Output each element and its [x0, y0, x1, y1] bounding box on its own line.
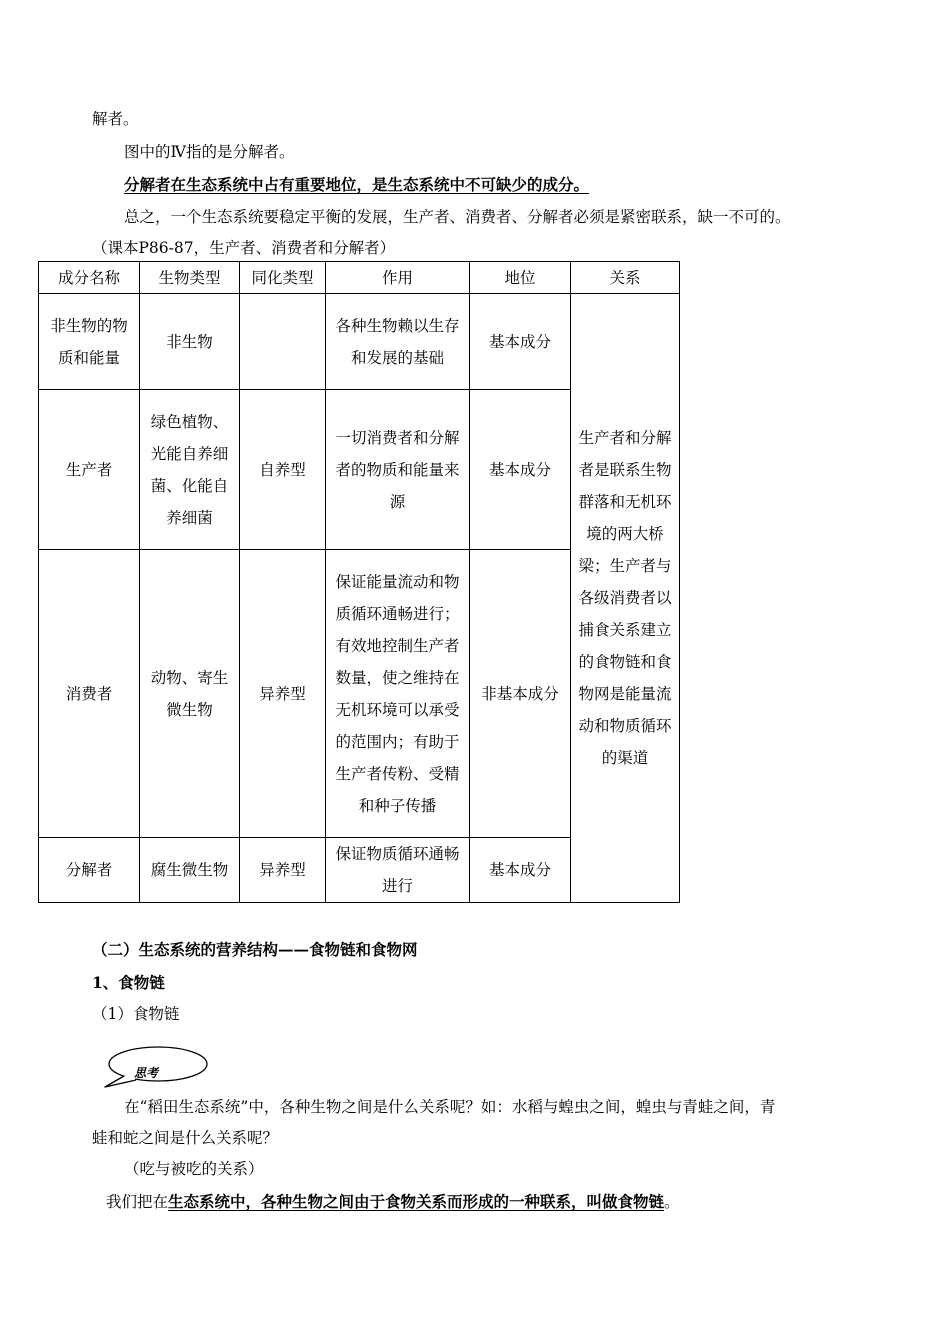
subsection-heading: 1、食物链 [92, 973, 165, 992]
cell-name: 消费者 [39, 550, 140, 838]
cell-role: 保证物质循环通畅进行 [326, 838, 470, 903]
question-line-1: 在“稻田生态系统”中，各种生物之间是什么关系呢？如：水稻与蝗虫之间，蝗虫与青蛙之间，青 [124, 1098, 776, 1116]
key-statement-decomposer: 分解者在生态系统中占有重要地位，是生态系统中不可缺少的成分。 [124, 175, 590, 194]
ecosystem-components-table [38, 261, 680, 903]
cell-type: 动物、寄生微生物 [140, 550, 240, 838]
cell-type: 腐生微生物 [140, 838, 240, 903]
think-callout [102, 1045, 210, 1097]
cell-status: 非基本成分 [470, 550, 571, 838]
paragraph-summary: 总之，一个生态系统要稳定平衡的发展，生产者、消费者、分解者必须是紧密联系，缺一不可的。 [124, 208, 791, 226]
cell-status: 基本成分 [470, 838, 571, 903]
cell-type: 非生物 [140, 294, 240, 390]
paragraph-fig-iv: 图中的Ⅳ指的是分解者。 [124, 143, 295, 161]
cell-role: 保证能量流动和物质循环通畅进行；有效地控制生产者数量，使之维持在无机环境可以承受的范围内；有助于生产者传粉、受精和种子传播 [326, 550, 470, 838]
header-component-name: 成分名称 [39, 262, 140, 294]
definition-prefix: 我们把在 [106, 1193, 169, 1211]
cell-assim [240, 294, 326, 390]
table-row [39, 294, 680, 390]
cell-name: 非生物的物质和能量 [39, 294, 140, 390]
textbook-reference: （课本P86-87，生产者、消费者和分解者） [92, 239, 396, 257]
cell-status: 基本成分 [470, 294, 571, 390]
definition-line [106, 1192, 680, 1212]
cell-role: 一切消费者和分解者的物质和能量来源 [326, 390, 470, 550]
cell-relation: 生产者和分解者是联系生物群落和无机环境的两大桥梁；生产者与各级消费者以捕食关系建立的食物链和食物网是能量流动和物质循环的渠道 [571, 294, 680, 903]
cell-role: 各种生物赖以生存和发展的基础 [326, 294, 470, 390]
cell-assim: 异养型 [240, 838, 326, 903]
header-organism-type: 生物类型 [140, 262, 240, 294]
header-status: 地位 [470, 262, 571, 294]
header-role: 作用 [326, 262, 470, 294]
question-line-2: 蛙和蛇之间是什么关系呢？ [92, 1129, 279, 1147]
cell-status: 基本成分 [470, 390, 571, 550]
food-chain-definition: 生态系统中，各种生物之间由于食物关系而形成的一种联系，叫做食物链 [168, 1192, 665, 1211]
subsubsection-heading: （1）食物链 [92, 1005, 180, 1023]
cell-assim: 自养型 [240, 390, 326, 550]
cell-assim: 异养型 [240, 550, 326, 838]
table-header-row [39, 262, 680, 294]
cell-name: 生产者 [39, 390, 140, 550]
header-assimilation-type: 同化类型 [240, 262, 326, 294]
paragraph-continuation: 解者。 [92, 110, 139, 128]
cell-type: 绿色植物、光能自养细菌、化能自养细菌 [140, 390, 240, 550]
header-relation: 关系 [571, 262, 680, 294]
cell-name: 分解者 [39, 838, 140, 903]
think-label: 思考 [134, 1066, 159, 1080]
definition-suffix: 。 [664, 1193, 680, 1211]
answer-line: （吃与被吃的关系） [124, 1160, 264, 1178]
section-heading: （二）生态系统的营养结构——食物链和食物网 [92, 940, 418, 959]
